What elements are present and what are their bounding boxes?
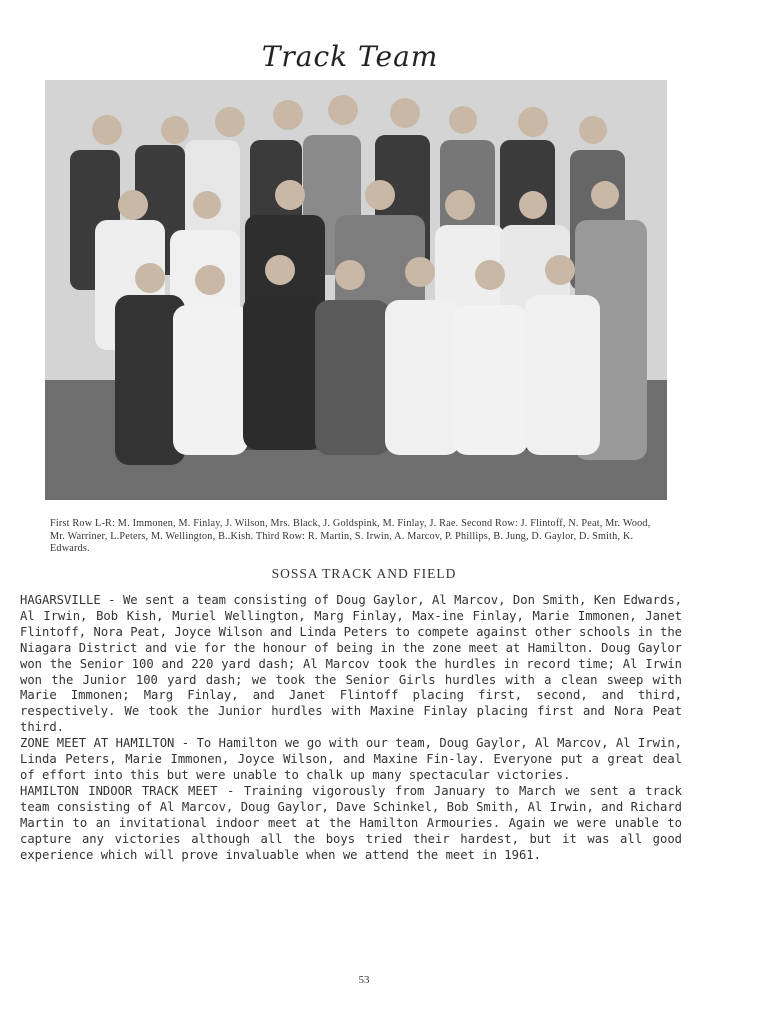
paragraph-indoor-meet: HAMILTON INDOOR TRACK MEET - Training vigorously from January to March we sent a track team consisting of Al Marcov, Doug Gaylor, Dave Schinkel, Bob Smith, Al Irwin, and Richard Martin to an invitational indoor meet at the Hamilton Armouries. Again we were unable to capture any victories although all the boys tried their hardest, but it was all good experience which will prove invaluable when we attend the meet in 1961. <box>20 783 682 862</box>
paragraph-hagarsville: HAGARSVILLE - We sent a team consisting of Doug Gaylor, Al Marcov, Don Smith, Ken Edwards, Al Irwin, Bob Kish, Muriel Wellington, Marg Finlay, Max-ine Finlay, Marie Immonen, Janet Flintoff, Nora Peat, Joyce Wilson and Linda Peters to compete against other schools in the Niagara District and vie for the honour of being in the zone meet at Hamilton. Doug Gaylor won the Senior 100 and 220 yard dash; Al Marcov took the hurdles in record time; Al Irwin won the Junior 100 yard dash; we took the Senior Girls hurdles with a clean sweep with Marie Immonen; Marg Finlay, and Janet Flintoff placing first, second, and third, respectively. We took the Junior hurdles with Maxine Finlay placing first and Nora Peat third. <box>20 593 682 735</box>
article-body <box>20 593 682 863</box>
photo-caption: First Row L-R: M. Immonen, M. Finlay, J. Wilson, Mrs. Black, J. Goldspink, M. Finlay, J. Rae. Second Row: J. Flintoff, N. Peat, Mr. Wood, Mr. Warriner, L.Peters, M. Wellington, B..Kish. Third Row: R. Martin, S. Irwin, A. Marcov, P. Phillips, B. Jung, D. Gaylor, D. Smith, K. Edwards. <box>50 518 651 554</box>
team-photo-illustration <box>45 80 667 500</box>
page-number: 53 <box>358 974 370 986</box>
section-heading: SOSSA TRACK AND FIELD <box>271 566 457 581</box>
team-photo <box>45 80 667 500</box>
paragraph-zone-meet: ZONE MEET AT HAMILTON - To Hamilton we go with our team, Doug Gaylor, Al Marcov, Al Irwin, Linda Peters, Marie Immonen, Joyce Wilson, and Maxine Fin-lay. Everyone put a great deal of effort into this but were unable to chalk up many spectacular victories. <box>20 736 682 782</box>
page-title: Track Team <box>261 40 439 73</box>
